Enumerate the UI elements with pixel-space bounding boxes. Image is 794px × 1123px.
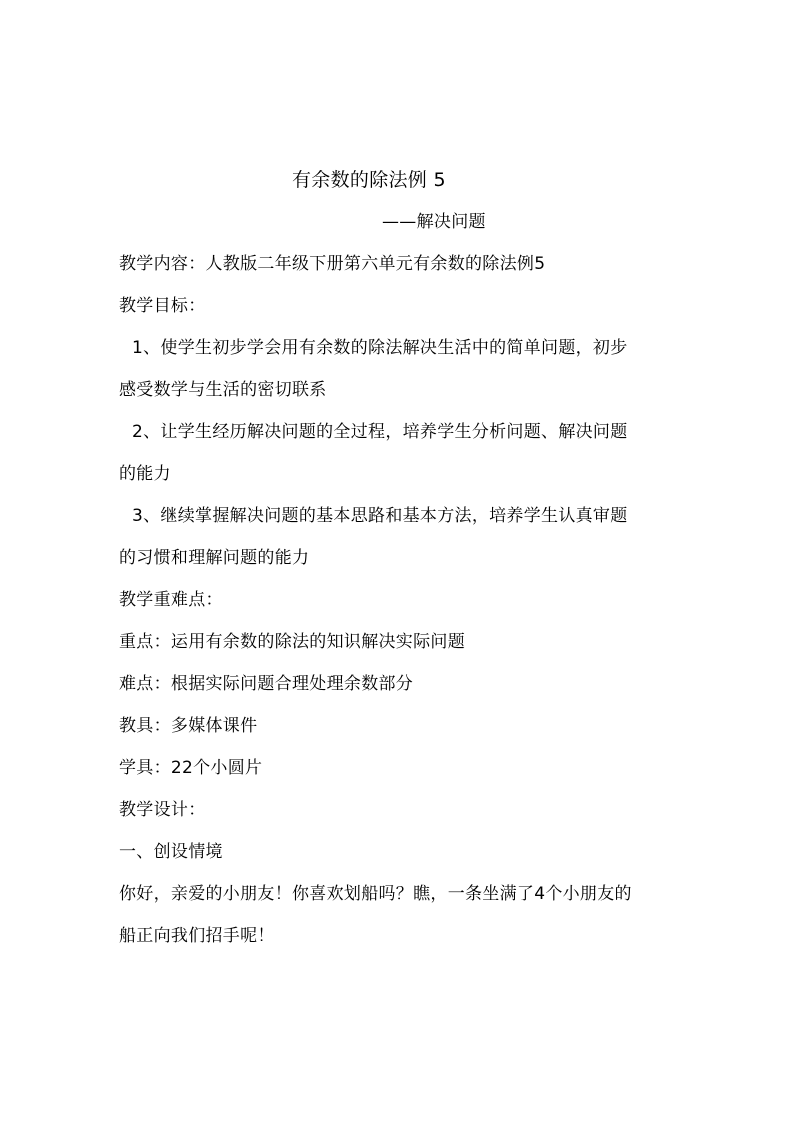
teaching-aids: 教具：多媒体课件 bbox=[119, 716, 258, 736]
goal-2-line-1: 2、让学生经历解决问题的全过程，培养学生分析问题、解决问题 bbox=[132, 422, 628, 442]
document-title: 有余数的除法例 5 bbox=[292, 169, 446, 191]
goal-1-line-1: 1、使学生初步学会用有余数的除法解决生活中的简单问题，初步 bbox=[132, 338, 628, 358]
teaching-goals-heading: 教学目标： bbox=[119, 296, 206, 316]
intro-paragraph-line-1: 你好，亲爱的小朋友！你喜欢划船吗？瞧，一条坐满了4个小朋友的 bbox=[119, 884, 632, 904]
section-1-heading: 一、创设情境 bbox=[119, 842, 223, 862]
difficult-point: 难点：根据实际问题合理处理余数部分 bbox=[119, 674, 414, 694]
intro-paragraph-line-2: 船正向我们招手呢！ bbox=[119, 926, 275, 946]
learning-aids: 学具：22个小圆片 bbox=[119, 758, 263, 778]
goal-1-line-2: 感受数学与生活的密切联系 bbox=[119, 380, 327, 400]
teaching-design-heading: 教学设计： bbox=[119, 800, 206, 820]
goal-3-line-2: 的习惯和理解问题的能力 bbox=[119, 548, 310, 568]
key-point: 重点：运用有余数的除法的知识解决实际问题 bbox=[119, 632, 465, 652]
goal-3-line-1: 3、继续掌握解决问题的基本思路和基本方法，培养学生认真审题 bbox=[132, 506, 628, 526]
key-difficult-heading: 教学重难点： bbox=[119, 590, 223, 610]
goal-2-line-2: 的能力 bbox=[119, 464, 171, 484]
teaching-content: 教学内容：人教版二年级下册第六单元有余数的除法例5 bbox=[119, 254, 546, 274]
document-subtitle: ——解决问题 bbox=[382, 212, 486, 232]
